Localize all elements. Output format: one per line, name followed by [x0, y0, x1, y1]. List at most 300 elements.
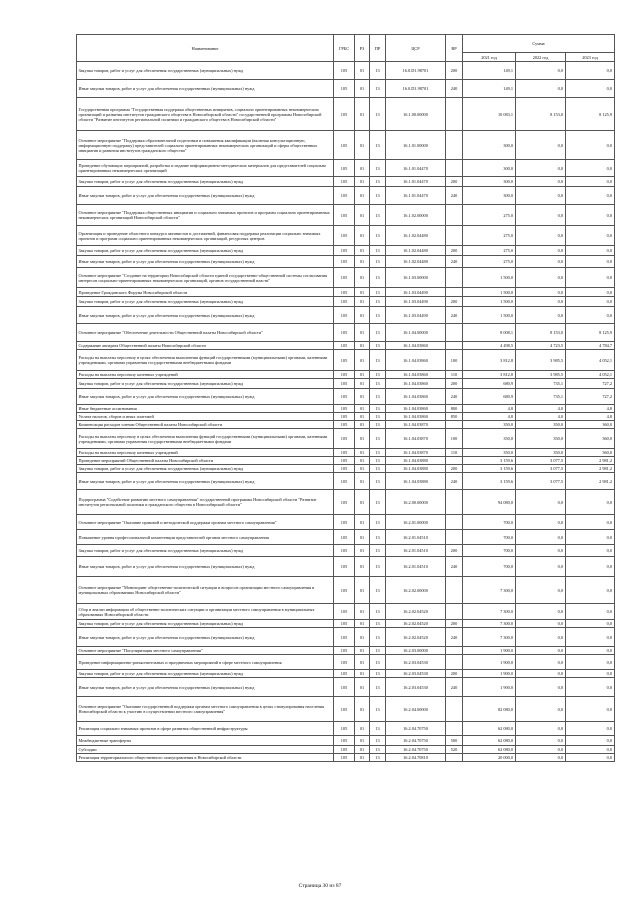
table-row	[77, 754, 615, 762]
cell-vr	[446, 647, 463, 655]
cell-rz: 01	[355, 530, 370, 545]
cell-name: Иные закупки товаров, работ и услуг для обеспечения государственных (муниципальных) нужд	[77, 256, 334, 268]
cell-rz: 01	[355, 449, 370, 457]
cell-csr: 16.2.03.04530	[386, 655, 446, 670]
cell-grbs: 105	[334, 449, 355, 457]
cell-pr: 13	[370, 746, 386, 754]
cell-pr: 13	[370, 177, 386, 187]
cell-csr: 16.1.04.03870	[386, 429, 446, 449]
cell-grbs: 105	[334, 413, 355, 421]
cell-pr: 13	[370, 620, 386, 628]
cell-name: Закупка товаров, работ и услуг для обеспечения государственных (муниципальных) нужд	[77, 62, 334, 80]
cell-2023: 0,0	[566, 678, 615, 697]
cell-rz: 01	[355, 288, 370, 297]
cell-csr: 16.1.00.00000	[386, 98, 446, 131]
cell-2022: 4,0	[516, 413, 566, 421]
cell-2021: 700,0	[463, 515, 516, 530]
cell-rz: 01	[355, 226, 370, 246]
table-row	[77, 98, 615, 131]
cell-rz: 01	[355, 256, 370, 268]
cell-pr: 13	[370, 350, 386, 371]
cell-2021: 3 812,8	[463, 371, 516, 379]
cell-rz: 01	[355, 754, 370, 762]
cell-2023: 0,0	[566, 62, 615, 80]
cell-pr: 13	[370, 226, 386, 246]
cell-csr: 16.2.02.04520	[386, 628, 446, 647]
cell-rz: 01	[355, 350, 370, 371]
cell-name: Основное мероприятие "Обеспечение деятельности Общественной палаты Новосибирской области"	[77, 324, 334, 342]
cell-vr: 200	[446, 62, 463, 80]
cell-rz: 01	[355, 379, 370, 389]
cell-2023: 0,0	[566, 754, 615, 762]
cell-2022: 0,0	[516, 490, 566, 515]
cell-2023: 0,0	[566, 297, 615, 307]
table-row	[77, 177, 615, 187]
cell-rz: 01	[355, 429, 370, 449]
cell-2023: 0,0	[566, 515, 615, 530]
header-name: Наименование	[77, 35, 334, 62]
cell-csr: 16.2.03.04530	[386, 670, 446, 678]
cell-csr: 16.1.04.03860	[386, 405, 446, 413]
cell-grbs: 105	[334, 746, 355, 754]
cell-grbs: 105	[334, 342, 355, 350]
cell-vr: 240	[446, 187, 463, 205]
cell-pr: 13	[370, 307, 386, 324]
cell-csr: 16.1.01.04470	[386, 187, 446, 205]
table-row	[77, 746, 615, 754]
cell-rz: 01	[355, 678, 370, 697]
cell-name: Основное мероприятие "Поддержка общественных инициатив и социально значимых проектов и программ социально ориентированных некоммерческих организаций Новосибирской области"	[77, 205, 334, 226]
cell-grbs: 105	[334, 389, 355, 405]
table-row	[77, 131, 615, 160]
table-row	[77, 628, 615, 647]
table-row	[77, 413, 615, 421]
cell-grbs: 105	[334, 736, 355, 746]
cell-vr: 200	[446, 297, 463, 307]
cell-2022: 0,0	[516, 205, 566, 226]
cell-2022: 8 153,0	[516, 324, 566, 342]
cell-2021: 4,8	[463, 405, 516, 413]
cell-name: Закупка товаров, работ и услуг для обеспечения государственных (муниципальных) нужд	[77, 379, 334, 389]
cell-pr: 13	[370, 457, 386, 465]
cell-2021: 7 300,0	[463, 628, 516, 647]
cell-rz: 01	[355, 80, 370, 98]
cell-rz: 01	[355, 297, 370, 307]
table-row	[77, 80, 615, 98]
cell-vr	[446, 421, 463, 429]
cell-grbs: 105	[334, 457, 355, 465]
cell-2021: 1 500,0	[463, 297, 516, 307]
cell-grbs: 105	[334, 577, 355, 604]
cell-name: Сбор и анализ информации об общественно-политических ситуации и организации местного самоуправления в муниципальных образованиях Новосибирской области	[77, 604, 334, 620]
cell-name: Основное мероприятие "Оказание правовой и методической поддержки органам местного самоуправления"	[77, 515, 334, 530]
cell-2023: 0,0	[566, 177, 615, 187]
cell-2021: 1 900,0	[463, 678, 516, 697]
cell-2022: 3 077,5	[516, 473, 566, 490]
cell-rz: 01	[355, 98, 370, 131]
cell-2022: 4 723,5	[516, 342, 566, 350]
cell-vr: 500	[446, 736, 463, 746]
cell-2022: 3 077,5	[516, 457, 566, 465]
cell-csr: 16.1.04.03860	[386, 371, 446, 379]
cell-2022: 0,0	[516, 746, 566, 754]
cell-rz: 01	[355, 604, 370, 620]
table-row	[77, 268, 615, 288]
cell-2023: 360,0	[566, 449, 615, 457]
cell-vr: 200	[446, 177, 463, 187]
cell-rz: 01	[355, 421, 370, 429]
cell-vr: 200	[446, 379, 463, 389]
cell-2021: 300,0	[463, 177, 516, 187]
cell-vr	[446, 288, 463, 297]
cell-2023: 8 125,9	[566, 324, 615, 342]
cell-grbs: 105	[334, 80, 355, 98]
cell-name: Иные закупки товаров, работ и услуг для обеспечения государственных (муниципальных) нужд	[77, 80, 334, 98]
cell-vr	[446, 697, 463, 722]
cell-pr: 13	[370, 670, 386, 678]
cell-2022: 0,0	[516, 628, 566, 647]
cell-name: Закупка товаров, работ и услуг для обеспечения государственных (муниципальных) нужд	[77, 620, 334, 628]
cell-vr	[446, 268, 463, 288]
cell-2021: 82 080,0	[463, 697, 516, 722]
cell-2021: 62 080,0	[463, 746, 516, 754]
cell-pr: 13	[370, 449, 386, 457]
cell-2022: 4,0	[516, 405, 566, 413]
cell-csr: 16.2.01.04510	[386, 530, 446, 545]
cell-2023: 0,0	[566, 746, 615, 754]
cell-vr	[446, 324, 463, 342]
cell-2022: 350,0	[516, 449, 566, 457]
cell-grbs: 105	[334, 490, 355, 515]
cell-2022: 0,0	[516, 131, 566, 160]
cell-csr: 16.2.04.70750	[386, 746, 446, 754]
cell-pr: 13	[370, 131, 386, 160]
table-row	[77, 226, 615, 246]
cell-2022: 0,0	[516, 670, 566, 678]
cell-2023: 727,2	[566, 389, 615, 405]
cell-2023: 0,0	[566, 160, 615, 177]
cell-csr: 16.1.04.03860	[386, 350, 446, 371]
cell-grbs: 105	[334, 246, 355, 256]
cell-2023: 0,0	[566, 620, 615, 628]
cell-name: Основное мероприятие "Поддержка образовательной подготовки и повышения квалификации (включая консультационную, информационную поддержку) представителей социально ориентированных некоммерческих организаций и сферы общественных инициатив и развития институтов гражданского общества"	[77, 131, 334, 160]
cell-vr: 850	[446, 413, 463, 421]
cell-vr: 200	[446, 246, 463, 256]
cell-vr	[446, 490, 463, 515]
cell-name: Закупка товаров, работ и услуг для обеспечения государственных (муниципальных) нужд	[77, 246, 334, 256]
table-row	[77, 647, 615, 655]
cell-rz: 01	[355, 670, 370, 678]
cell-rz: 01	[355, 371, 370, 379]
cell-name: Расходы на выплаты персоналу в целях обеспечения выполнения функций государственными (муниципальными) органами, казенными учреждениями, органами управления государственными внебюджетными фондами	[77, 429, 334, 449]
cell-rz: 01	[355, 655, 370, 670]
cell-2021: 3 159,6	[463, 457, 516, 465]
table-row	[77, 515, 615, 530]
cell-csr: 16.1.03.04490	[386, 288, 446, 297]
cell-2022: 0,0	[516, 655, 566, 670]
cell-2023: 0,0	[566, 647, 615, 655]
cell-name: Проведение Гражданского Форума Новосибирской области	[77, 288, 334, 297]
cell-pr: 13	[370, 98, 386, 131]
cell-2023: 0,0	[566, 268, 615, 288]
cell-rz: 01	[355, 205, 370, 226]
cell-2021: 275,0	[463, 246, 516, 256]
cell-rz: 01	[355, 131, 370, 160]
cell-name: Реализация территориального общественного самоуправления в Новосибирской области	[77, 754, 334, 762]
cell-2021: 275,0	[463, 205, 516, 226]
cell-grbs: 105	[334, 131, 355, 160]
cell-name: Расходы на выплаты персоналу казенных учреждений	[77, 449, 334, 457]
cell-grbs: 105	[334, 98, 355, 131]
cell-2023: 2 981,2	[566, 457, 615, 465]
cell-2023: 0,0	[566, 655, 615, 670]
cell-grbs: 105	[334, 297, 355, 307]
cell-name: Повышение уровня профессиональной компетенции представителей органов местного самоуправления	[77, 530, 334, 545]
header-rz: РЗ	[355, 35, 370, 62]
table-row	[77, 655, 615, 670]
cell-csr: 16.1.02.00000	[386, 205, 446, 226]
cell-2021: 7 300,0	[463, 577, 516, 604]
cell-grbs: 105	[334, 628, 355, 647]
table-row	[77, 246, 615, 256]
cell-2022: 0,0	[516, 736, 566, 746]
table-row	[77, 545, 615, 557]
cell-vr	[446, 515, 463, 530]
cell-name: Проведение мероприятий Общественной палаты Новосибирской области	[77, 457, 334, 465]
cell-name: Закупка товаров, работ и услуг для обеспечения государственных (муниципальных) нужд	[77, 670, 334, 678]
cell-csr: 16.2.02.04520	[386, 620, 446, 628]
cell-2021: 1 900,0	[463, 647, 516, 655]
cell-csr: 16.1.03.04490	[386, 297, 446, 307]
table-body	[77, 62, 615, 762]
cell-2021: 700,0	[463, 545, 516, 557]
cell-vr	[446, 530, 463, 545]
cell-pr: 13	[370, 754, 386, 762]
cell-vr: 800	[446, 405, 463, 413]
cell-2022: 0,0	[516, 177, 566, 187]
cell-grbs: 105	[334, 324, 355, 342]
cell-vr	[446, 160, 463, 177]
cell-2021: 8 008,1	[463, 324, 516, 342]
document-page	[76, 34, 614, 762]
cell-vr: 240	[446, 389, 463, 405]
cell-grbs: 105	[334, 307, 355, 324]
cell-rz: 01	[355, 647, 370, 655]
cell-pr: 13	[370, 490, 386, 515]
cell-grbs: 105	[334, 429, 355, 449]
cell-csr: 16.2.04.70750	[386, 736, 446, 746]
header-csr: ЦСР	[386, 35, 446, 62]
cell-rz: 01	[355, 577, 370, 604]
cell-name: Основное мероприятие "Мониторинг общественно-политической ситуации и вопросов организации местного самоуправления в муниципальных образованиях Новосибирской области"	[77, 577, 334, 604]
cell-grbs: 105	[334, 557, 355, 577]
cell-csr: 16.1.02.04480	[386, 246, 446, 256]
cell-pr: 13	[370, 530, 386, 545]
table-row	[77, 297, 615, 307]
cell-2023: 360,0	[566, 421, 615, 429]
cell-csr: 16.1.04.03880	[386, 473, 446, 490]
cell-2022: 0,0	[516, 288, 566, 297]
cell-2021: 4,8	[463, 413, 516, 421]
cell-2023: 0,0	[566, 557, 615, 577]
cell-name: Закупка товаров, работ и услуг для обеспечения государственных (муниципальных) нужд	[77, 177, 334, 187]
cell-pr: 13	[370, 62, 386, 80]
cell-2022: 735,1	[516, 389, 566, 405]
cell-rz: 01	[355, 324, 370, 342]
table-row	[77, 350, 615, 371]
table-row	[77, 670, 615, 678]
cell-csr: 16.1.04.00000	[386, 324, 446, 342]
cell-grbs: 105	[334, 421, 355, 429]
cell-vr: 200	[446, 465, 463, 473]
cell-name: Иные закупки товаров, работ и услуг для обеспечения государственных (муниципальных) нужд	[77, 557, 334, 577]
table-row	[77, 288, 615, 297]
cell-2023: 0,0	[566, 628, 615, 647]
cell-2021: 4 498,5	[463, 342, 516, 350]
cell-2022: 0,0	[516, 62, 566, 80]
table-row	[77, 490, 615, 515]
cell-csr: 16.1.01.00000	[386, 131, 446, 160]
cell-grbs: 105	[334, 177, 355, 187]
table-row	[77, 256, 615, 268]
cell-csr: 16.1.04.03860	[386, 379, 446, 389]
cell-vr: 240	[446, 678, 463, 697]
table-row	[77, 577, 615, 604]
cell-2021: 700,0	[463, 530, 516, 545]
cell-2021: 3 159,6	[463, 473, 516, 490]
cell-grbs: 105	[334, 371, 355, 379]
cell-csr: 16.1.04.03870	[386, 421, 446, 429]
cell-rz: 01	[355, 620, 370, 628]
cell-2022: 0,0	[516, 647, 566, 655]
cell-2023: 0,0	[566, 307, 615, 324]
cell-2021: 300,0	[463, 160, 516, 177]
cell-grbs: 105	[334, 545, 355, 557]
table-row	[77, 307, 615, 324]
cell-grbs: 105	[334, 465, 355, 473]
cell-name: Иные закупки товаров, работ и услуг для обеспечения государственных (муниципальных) нужд	[77, 678, 334, 697]
cell-grbs: 105	[334, 620, 355, 628]
cell-csr: 16.1.02.04480	[386, 226, 446, 246]
cell-csr: 16.0.D1.98701	[386, 62, 446, 80]
table-row	[77, 379, 615, 389]
cell-2021: 20 000,0	[463, 754, 516, 762]
cell-pr: 13	[370, 342, 386, 350]
cell-grbs: 105	[334, 256, 355, 268]
cell-2023: 0,0	[566, 205, 615, 226]
cell-pr: 13	[370, 647, 386, 655]
cell-rz: 01	[355, 342, 370, 350]
cell-2021: 3 159,6	[463, 465, 516, 473]
cell-rz: 01	[355, 160, 370, 177]
cell-grbs: 105	[334, 268, 355, 288]
table-row	[77, 205, 615, 226]
cell-rz: 01	[355, 545, 370, 557]
table-row	[77, 604, 615, 620]
cell-vr: 240	[446, 628, 463, 647]
cell-grbs: 105	[334, 350, 355, 371]
cell-2021: 680,9	[463, 389, 516, 405]
table-row	[77, 160, 615, 177]
cell-name: Расходы на выплаты персоналу в целях обеспечения выполнения функций государственными (муниципальными) органами, казенными учреждениями, органами управления государственными внебюджетными фондами	[77, 350, 334, 371]
cell-2021: 1 900,0	[463, 670, 516, 678]
cell-2021: 62 080,0	[463, 736, 516, 746]
cell-2023: 0,0	[566, 530, 615, 545]
cell-pr: 13	[370, 678, 386, 697]
cell-2023: 4 052,1	[566, 371, 615, 379]
header-vr: ВР	[446, 35, 463, 62]
cell-name: Проведение информационно-разъяснительных и праздничных мероприятий в сфере местного самоуправления	[77, 655, 334, 670]
cell-rz: 01	[355, 697, 370, 722]
cell-2023: 2 981,2	[566, 473, 615, 490]
cell-rz: 01	[355, 177, 370, 187]
cell-2023: 0,0	[566, 722, 615, 736]
cell-vr	[446, 604, 463, 620]
cell-rz: 01	[355, 490, 370, 515]
cell-csr: 16.2.03.04530	[386, 678, 446, 697]
cell-name: Подпрограмма "Содействие развитию местного самоуправления" государственной программы Новосибирской области "Развитие институтов региональной политики и гражданского общества в Новосибирской области"	[77, 490, 334, 515]
cell-2021: 7 300,0	[463, 604, 516, 620]
page-footer: Страница 30 из 87	[298, 883, 342, 889]
cell-pr: 13	[370, 429, 386, 449]
cell-grbs: 105	[334, 226, 355, 246]
table-row	[77, 187, 615, 205]
cell-name: Государственная программа "Государственная поддержка общественных инициатив, социально ориентированных некоммерческих организаций и развития институтов гражданского общества в Новосибирской области" государственной программы Новосибирской области "Развитие институтов региональной политики и гражданского общества в Новосибирской области"	[77, 98, 334, 131]
table-row	[77, 678, 615, 697]
table-row	[77, 697, 615, 722]
cell-2021: 3 812,8	[463, 350, 516, 371]
cell-name: Основное мероприятие "Оказание государственной поддержки органам местного самоуправления в целях стимулирования населения Новосибирской области к участию в осуществлении местного самоуправления"	[77, 697, 334, 722]
cell-2021: 10 083,1	[463, 98, 516, 131]
cell-vr: 240	[446, 307, 463, 324]
cell-pr: 13	[370, 722, 386, 736]
cell-2023: 0,0	[566, 604, 615, 620]
cell-csr: 16.1.04.03880	[386, 465, 446, 473]
cell-pr: 13	[370, 697, 386, 722]
header-2021: 2021 год	[463, 53, 516, 62]
header-2022: 2022 год	[516, 53, 566, 62]
cell-2022: 0,0	[516, 226, 566, 246]
cell-grbs: 105	[334, 379, 355, 389]
cell-pr: 13	[370, 379, 386, 389]
cell-csr: 16.1.04.03860	[386, 389, 446, 405]
cell-2022: 735,1	[516, 379, 566, 389]
cell-name: Реализация социально значимых проектов в сфере развития общественной инфраструктуры	[77, 722, 334, 736]
cell-csr: 16.0.D1.98701	[386, 80, 446, 98]
cell-2023: 0,0	[566, 187, 615, 205]
cell-2023: 0,0	[566, 256, 615, 268]
cell-name: Уплата налогов, сборов и иных платежей	[77, 413, 334, 421]
cell-csr: 16.1.04.03860	[386, 413, 446, 421]
cell-csr: 16.1.04.03870	[386, 449, 446, 457]
cell-2021: 350,0	[463, 429, 516, 449]
cell-rz: 01	[355, 465, 370, 473]
cell-csr: 16.2.03.00000	[386, 647, 446, 655]
cell-pr: 13	[370, 371, 386, 379]
cell-rz: 01	[355, 736, 370, 746]
cell-vr	[446, 226, 463, 246]
cell-pr: 13	[370, 80, 386, 98]
cell-2023: 0,0	[566, 490, 615, 515]
cell-2021: 149,1	[463, 80, 516, 98]
cell-2022: 0,0	[516, 577, 566, 604]
cell-vr	[446, 342, 463, 350]
cell-csr: 16.2.01.04510	[386, 557, 446, 577]
cell-rz: 01	[355, 307, 370, 324]
table-row	[77, 473, 615, 490]
cell-2022: 350,0	[516, 429, 566, 449]
cell-2021: 275,0	[463, 226, 516, 246]
